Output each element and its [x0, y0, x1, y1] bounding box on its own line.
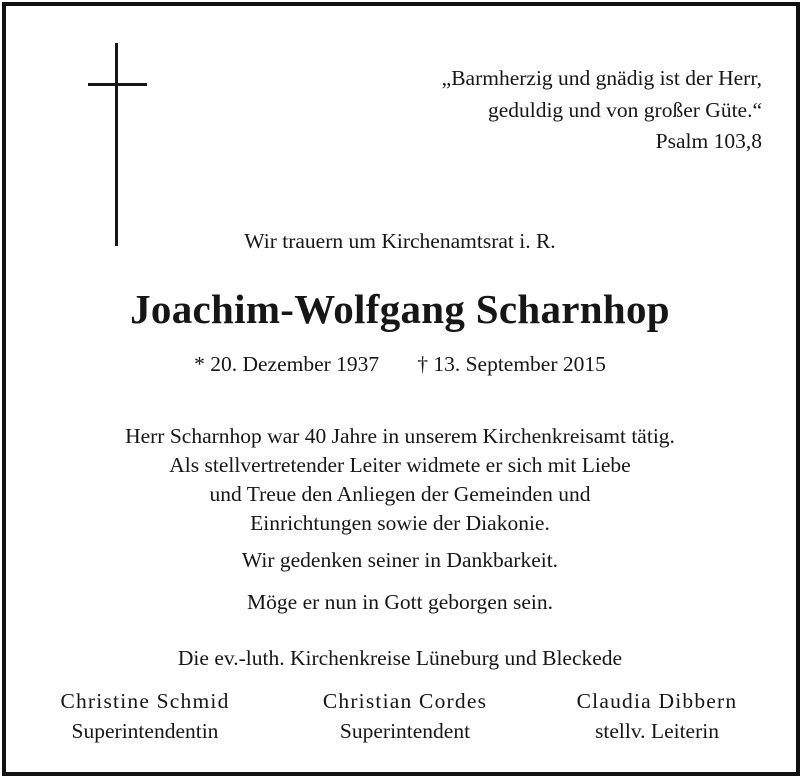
signatory: [275, 686, 535, 746]
life-dates: [0, 352, 800, 377]
tribute-line: Einrichtungen sowie der Diakonie.: [250, 511, 550, 535]
birth-date: * 20. Dezember 1937: [194, 352, 380, 376]
tribute-text: [0, 422, 800, 538]
bible-quote: [442, 63, 762, 158]
blessing-text: Möge er nun in Gott geborgen sein.: [247, 590, 553, 614]
tribute-line: und Treue den Anliegen der Gemeinden und: [209, 482, 591, 506]
quote-line: geduldig und von großer Güte.“: [487, 97, 762, 122]
signatory-role: Superintendent: [339, 719, 471, 743]
signatory-name: Claudia Dibbern: [576, 689, 738, 713]
quote-reference: Psalm 103,8: [655, 129, 762, 153]
cross-vertical-bar: [115, 43, 118, 246]
quote-line: „Barmherzig und gnädig ist der Herr,: [441, 66, 762, 90]
signatory: [15, 686, 275, 746]
signatory-name: Christine Schmid: [60, 689, 230, 713]
signatory-role: Superintendentin: [71, 719, 219, 743]
signatory-role: stellv. Leiterin: [595, 719, 719, 743]
cross-horizontal-bar: [88, 83, 147, 86]
signatory-name: Christian Cordes: [322, 689, 488, 713]
death-date: † 13. September 2015: [417, 352, 606, 376]
tribute-line: Herr Scharnhop war 40 Jahre in unserem Kirchenkreisamt tätig.: [125, 424, 675, 448]
intro-text: Wir trauern um Kirchenamtsrat i. R.: [244, 229, 556, 253]
signatory: [527, 686, 787, 746]
remembrance-text: Wir gedenken seiner in Dankbarkeit.: [241, 548, 559, 572]
tribute-line: Als stellvertretender Leiter widmete er sich mit Liebe: [169, 453, 631, 477]
organization-name: Die ev.-luth. Kirchenkreise Lüneburg und Bleckede: [177, 646, 623, 670]
deceased-name: Joachim-Wolfgang Scharnhop: [130, 286, 670, 332]
